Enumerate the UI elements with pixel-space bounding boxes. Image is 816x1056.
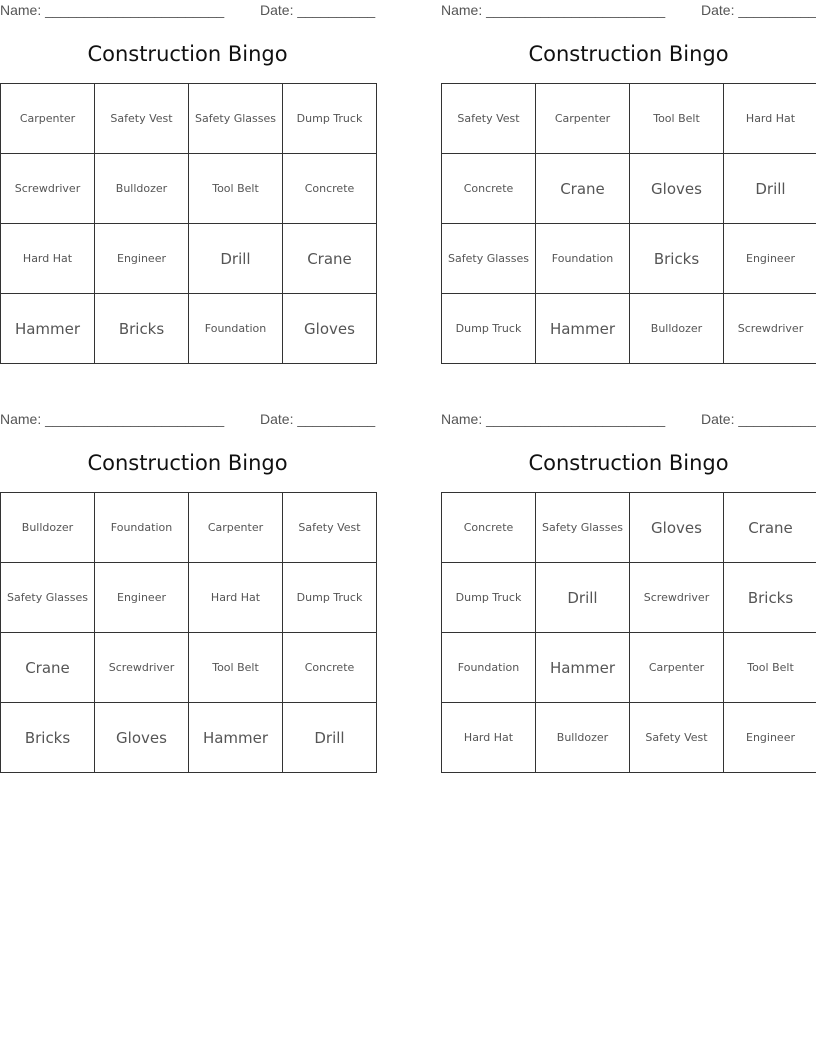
name-field: Name: _______________________ (441, 411, 666, 427)
grid-row (1, 563, 377, 633)
grid-row (1, 493, 377, 563)
bingo-cell: Bricks (1, 703, 95, 773)
bingo-grid (441, 83, 816, 364)
bingo-cell: Engineer (95, 224, 189, 294)
bingo-cell: Safety Vest (442, 84, 536, 154)
bingo-cell: Foundation (95, 493, 189, 563)
bingo-cell: Crane (1, 633, 95, 703)
bingo-cell: Concrete (283, 633, 377, 703)
grid-row (442, 493, 816, 563)
bingo-cell: Hard Hat (442, 703, 536, 773)
bingo-cell: Crane (724, 493, 816, 563)
bingo-cell: Bulldozer (630, 294, 724, 364)
grid-row (442, 633, 816, 703)
bingo-cell: Crane (283, 224, 377, 294)
bingo-cell: Drill (536, 563, 630, 633)
bingo-cell: Carpenter (630, 633, 724, 703)
grid-row (1, 154, 377, 224)
bingo-cell: Tool Belt (630, 84, 724, 154)
date-field: Date: __________ (260, 2, 376, 18)
bingo-cell: Drill (724, 154, 816, 224)
bingo-cell: Hard Hat (724, 84, 816, 154)
bingo-cell: Carpenter (189, 493, 283, 563)
bingo-cell: Concrete (283, 154, 377, 224)
bingo-grid (0, 492, 377, 773)
name-field: Name: _______________________ (441, 2, 666, 18)
bingo-cell: Concrete (442, 154, 536, 224)
bingo-cell: Carpenter (1, 84, 95, 154)
name-field: Name: _______________________ (0, 411, 225, 427)
card-header (0, 0, 375, 22)
bingo-cell: Foundation (536, 224, 630, 294)
bingo-cell: Foundation (442, 633, 536, 703)
bingo-cell: Dump Truck (283, 84, 377, 154)
card-header (441, 0, 816, 22)
bingo-cell: Gloves (95, 703, 189, 773)
card-header (0, 409, 375, 431)
bingo-cell: Dump Truck (442, 563, 536, 633)
grid-row (1, 703, 377, 773)
card-header (441, 409, 816, 431)
grid-row (442, 224, 816, 294)
bingo-cell: Bricks (724, 563, 816, 633)
grid-row (442, 563, 816, 633)
bingo-cell: Drill (283, 703, 377, 773)
bingo-cell: Engineer (95, 563, 189, 633)
bingo-cell: Concrete (442, 493, 536, 563)
card-title: Construction Bingo (87, 451, 288, 475)
bingo-cell: Bricks (95, 294, 189, 364)
bingo-cell: Dump Truck (442, 294, 536, 364)
bingo-cell: Carpenter (536, 84, 630, 154)
date-field: Date: __________ (701, 411, 816, 427)
bingo-cell: Hard Hat (189, 563, 283, 633)
grid-row (1, 84, 377, 154)
bingo-cell: Crane (536, 154, 630, 224)
bingo-cell: Hammer (536, 294, 630, 364)
bingo-cell: Bulldozer (95, 154, 189, 224)
date-field: Date: __________ (701, 2, 816, 18)
bingo-cell: Safety Vest (95, 84, 189, 154)
bingo-cell: Hammer (536, 633, 630, 703)
bingo-cell: Gloves (630, 154, 724, 224)
grid-row (442, 703, 816, 773)
bingo-cell: Screwdriver (95, 633, 189, 703)
grid-row (442, 154, 816, 224)
bingo-cell: Screwdriver (630, 563, 724, 633)
bingo-cell: Screwdriver (724, 294, 816, 364)
card-title: Construction Bingo (528, 451, 729, 475)
bingo-cell: Safety Glasses (442, 224, 536, 294)
bingo-cell: Gloves (630, 493, 724, 563)
bingo-cell: Foundation (189, 294, 283, 364)
bingo-cell: Hammer (1, 294, 95, 364)
grid-row (1, 294, 377, 364)
bingo-cell: Gloves (283, 294, 377, 364)
bingo-cell: Dump Truck (283, 563, 377, 633)
bingo-cell: Tool Belt (189, 154, 283, 224)
bingo-cell: Safety Glasses (536, 493, 630, 563)
bingo-cell: Bulldozer (1, 493, 95, 563)
date-field: Date: __________ (260, 411, 376, 427)
bingo-cell: Bulldozer (536, 703, 630, 773)
grid-row (442, 84, 816, 154)
grid-row (1, 633, 377, 703)
bingo-cell: Engineer (724, 224, 816, 294)
bingo-cell: Tool Belt (724, 633, 816, 703)
grid-row (1, 224, 377, 294)
grid-row (442, 294, 816, 364)
bingo-cell: Safety Vest (630, 703, 724, 773)
bingo-cell: Safety Glasses (1, 563, 95, 633)
bingo-cell: Engineer (724, 703, 816, 773)
bingo-cell: Hard Hat (1, 224, 95, 294)
bingo-grid (441, 492, 816, 773)
bingo-cell: Safety Glasses (189, 84, 283, 154)
bingo-cell: Drill (189, 224, 283, 294)
bingo-cell: Tool Belt (189, 633, 283, 703)
bingo-grid (0, 83, 377, 364)
bingo-cell: Safety Vest (283, 493, 377, 563)
bingo-cell: Bricks (630, 224, 724, 294)
card-title: Construction Bingo (87, 42, 288, 66)
name-field: Name: _______________________ (0, 2, 225, 18)
bingo-cell: Hammer (189, 703, 283, 773)
bingo-cell: Screwdriver (1, 154, 95, 224)
card-title: Construction Bingo (528, 42, 729, 66)
